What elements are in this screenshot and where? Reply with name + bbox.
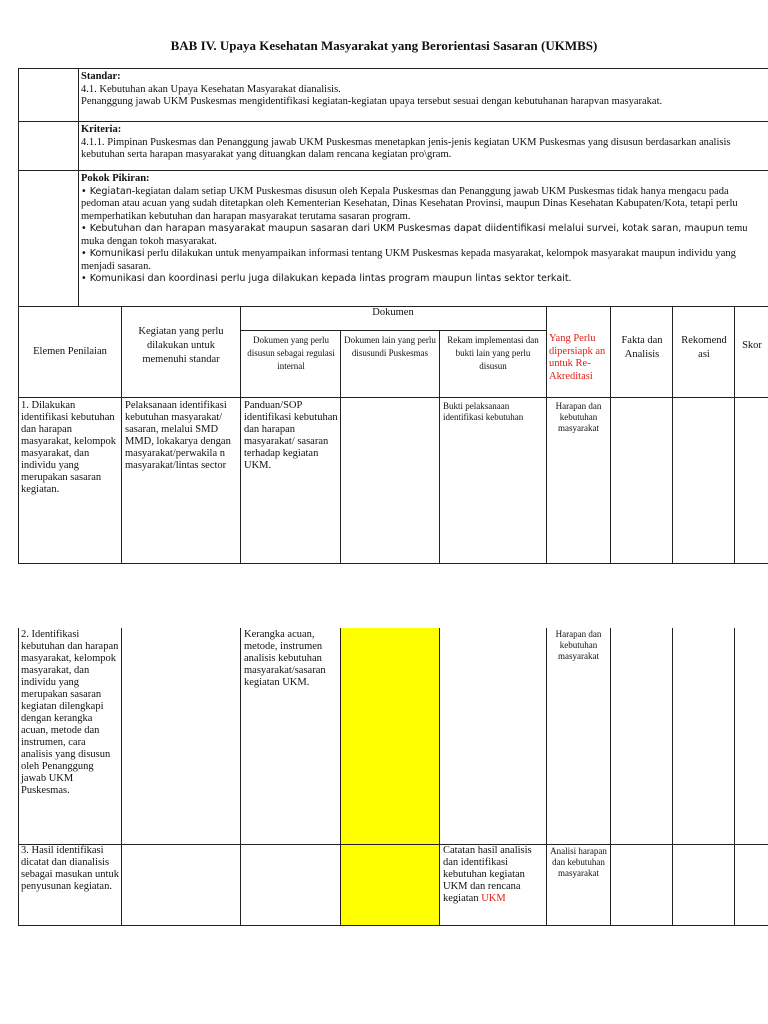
pokok-pikiran-section bbox=[18, 170, 768, 306]
row1-rekam: Bukti pelaksanaan identifikasi kebutuhan bbox=[443, 401, 524, 422]
standar-section bbox=[18, 68, 768, 121]
header-dokumen: Dokumen bbox=[372, 307, 414, 318]
row2-dok-regulasi: Kerangka acuan, metode, instrumen analisis kebutuhan masyarakat/sasaran kegiatan UKM. bbox=[244, 629, 326, 688]
header-elemen: Elemen Penilaian bbox=[33, 346, 107, 357]
header-fakta: Fakta dan Analisis bbox=[621, 335, 663, 360]
highlight-cell bbox=[340, 628, 439, 925]
row3-elemen: 3. Hasil identifikasi dicatat dan dianalisis sebagai masukan untuk penyusunan kegiatan. bbox=[21, 845, 119, 892]
standar-line: 4.1. Kebutuhan akan Upaya Kesehatan Masyarakat dianalisis. bbox=[81, 83, 341, 95]
pokok-point: • Kegiatan-kegiatan dalam setiap UKM Puskesmas disusun oleh Kepala Puskesmas dan Penanggung jawab UKM Puskesmas tidak hanya mengacu pada pedoman atau acuan yang sudah ditetapkan oleh Kementerian Kesehatan, Dinas Kesehatan Provinsi, maupun Dinas Kesehatan Kabupaten/Kota, tetapi perlu memperhatikan kebutuhan dan harapan masyarakat terutama sasaran program. bbox=[81, 185, 738, 222]
standar-line: Penanggung jawab UKM Puskesmas mengidentifikasi kegiatan-kegiatan upaya tersebut sesuai dengan kebutuhanan harapvan masyarakat. bbox=[81, 96, 663, 107]
header-yang-perlu: Yang Perlu dipersiapk an untuk Re-Akreditasi bbox=[549, 333, 606, 382]
standar-heading: Standar: bbox=[81, 71, 121, 82]
row2-yang-perlu: Harapan dan kebutuhan masyarakat bbox=[555, 629, 602, 661]
header-rekam: Rekam implementasi dan bukti lain yang perlu disusun bbox=[447, 335, 539, 371]
row1-kegiatan: Pelaksanaan identifikasi kebutuhan masyarakat/ sasaran, melalui SMD MMD, lokakarya dengan masyarakat/perwakila n masyarakat/lintas sector bbox=[125, 400, 231, 471]
row2-elemen: 2. Identifikasi kebutuhan dan harapan masyarakat, kelompok masyarakat, dan individu yang merupakan sasaran kegiatan dilengkapi dengan kerangka acuan, metode dan instrumen, cara analisis yang disusun oleh Penanggung jawab UKM Puskesmas. bbox=[21, 629, 119, 796]
page-title: BAB IV. Upaya Kesehatan Masyarakat yang Berorientasi Sasaran (UKMBS) bbox=[170, 38, 598, 53]
assessment-table-page1 bbox=[18, 306, 768, 564]
kriteria-section bbox=[18, 121, 768, 170]
header-rekomendasi: Rekomend asi bbox=[681, 335, 727, 360]
row1-dok-regulasi: Panduan/SOP identifikasi kebutuhan dan harapan masyarakat/ sasaran terhadap kegiatan UKM. bbox=[244, 400, 338, 471]
kriteria-text: 4.1.1. Pimpinan Puskesmas dan Penanggung jawab UKM Puskesmas menetapkan jenis-jenis kegiatan UKM Puskesmas yang disusun berdasarkan analisis kebutuhan serta harapan masyarakat yang dituangkan dalam rencana kegiatan pro\gram. bbox=[81, 136, 731, 160]
assessment-table-page2 bbox=[18, 628, 768, 926]
pokok-point: • Komunikasi dan koordinasi perlu juga dilakukan kepada lintas program maupun lintas sektor terkait. bbox=[81, 273, 572, 284]
pokok-heading: Pokok Pikiran: bbox=[81, 173, 150, 184]
header-dok-lain: Dokumen lain yang perlu disusundi Puskesmas bbox=[344, 335, 436, 358]
row1-elemen: 1. Dilakukan identifikasi kebutuhan dan harapan masyarakat, kelompok masyarakat, dan individu yang merupakan sasaran kegiatan. bbox=[21, 400, 117, 495]
header-dok-regulasi: Dokumen yang perlu disusun sebagai regulasi internal bbox=[247, 335, 335, 371]
pokok-point: • Komunikasi perlu dilakukan untuk menyampaikan informasi tentang UKM Puskesmas kepada masyarakat, kelompok masyarakat maupun individu yang menjadi sasaran. bbox=[81, 248, 736, 272]
pokok-point: • Kebutuhan dan harapan masyarakat maupun sasaran dari UKM Puskesmas dapat diidentifikasi melalui survei, kotak saran, maupun temu muka dengan tokoh masyarakat. bbox=[81, 223, 748, 247]
row1-yang-perlu: Harapan dan kebutuhan masyarakat bbox=[555, 401, 602, 433]
row3-yang-perlu: Analisi harapan dan kebutuhan masyarakat bbox=[550, 846, 607, 878]
kriteria-heading: Kriteria: bbox=[81, 124, 122, 135]
row3-rekam: Catatan hasil analisis dan identifikasi kebutuhan kegiatan UKM dan rencana kegiatan UKM bbox=[443, 845, 532, 904]
header-kegiatan: Kegiatan yang perlu dilakukan untuk memenuhi standar bbox=[138, 326, 224, 365]
header-skor: Skor bbox=[742, 340, 762, 351]
